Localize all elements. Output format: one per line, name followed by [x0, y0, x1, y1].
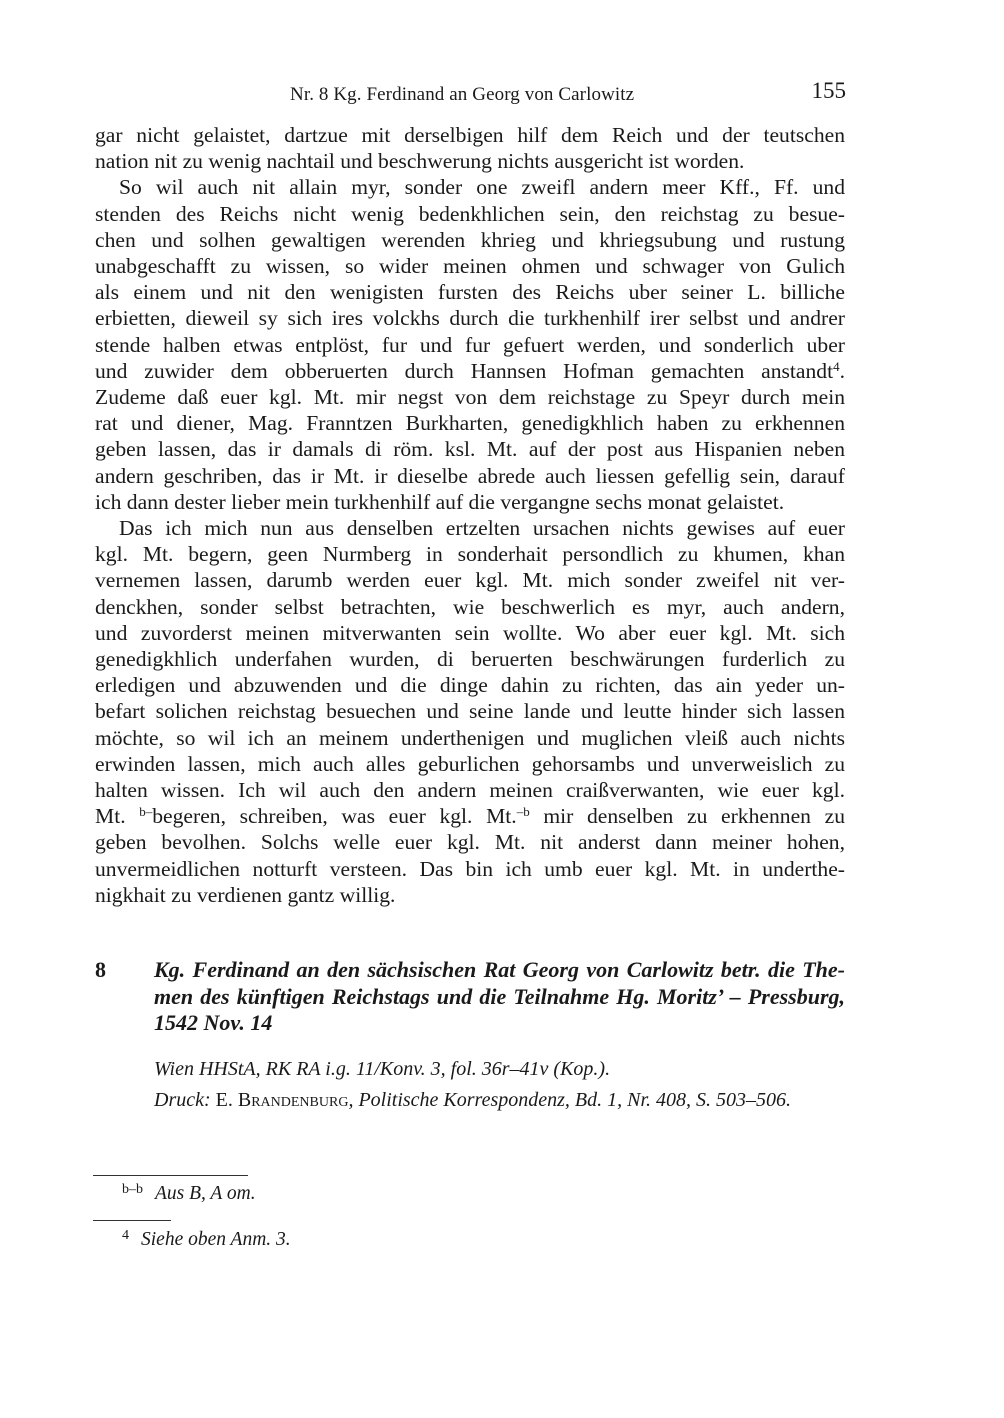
- text-line-content: und zuwider dem obberuerten durch Hannsen Hofman gemachten anstandt: [95, 358, 834, 383]
- text-line: denckhen, sonder selbst betrachten, wie beschwerlich es myr, auch andern,: [95, 594, 845, 619]
- footnote-note: [95, 1228, 291, 1251]
- entry-sources: [154, 1054, 845, 1116]
- entry-title-line: men des künftigen Reichstags und die Teilnahme Hg. Moritz’ – Pressburg,: [154, 983, 845, 1009]
- text-line: Zudeme daß euer kgl. Mt. mir negst von dem reichstage zu Speyr durch mein: [95, 385, 845, 410]
- entry-number: 8: [95, 957, 106, 982]
- print-author: Brandenburg: [237, 1089, 349, 1111]
- text-line: rat und diener, Mag. Franntzen Burkharten, genedigkhlich haben zu erkhennen: [95, 411, 845, 436]
- text-line: unabgeschafft zu wissen, so wider meinen ohmen und schwager von Gulich: [95, 254, 845, 279]
- footnote-text: Siehe oben Anm. 3.: [141, 1229, 291, 1250]
- text-line: stenden des Reichs nicht wenig bedenkhlichen sein, den reichstag zu besue-: [95, 201, 845, 226]
- text-line: andern geschriben, das ir Mt. ir dieselbe abrede auch liessen gefellig sein, darauf: [95, 463, 845, 488]
- text-line: halten wissen. Ich wil auch den andern meinen craißverwanten, wie euer kgl.: [95, 778, 845, 803]
- text-line: unvermeidlichen notturft versteen. Das bin ich umb euer kgl. Mt. in underthe-: [95, 856, 845, 881]
- text-line: [95, 803, 845, 829]
- text-line: geben bevolhen. Solchs welle euer kgl. Mt. nit anderst dann meiner hohen,: [95, 830, 845, 855]
- text-line: erbietten, dieweil sy sich ires volckhs durch die turkhenhilf irer selbst und andrer: [95, 306, 845, 331]
- text-line: [95, 358, 845, 384]
- text-line-content: begeren, schreiben, was euer kgl. Mt.: [152, 804, 517, 829]
- print-label: Druck:: [154, 1089, 211, 1111]
- page-number: 155: [811, 78, 846, 103]
- footnote-marker: b–b: [122, 1182, 143, 1197]
- footnote-rule: [93, 1175, 248, 1176]
- text-line: ich dann dester lieber mein turkhenhilf auf die vergangne sechs monat gelaistet.: [95, 489, 785, 514]
- text-line: erledigen und abzuwenden und die dinge dahin zu richten, das ain yeder un-: [95, 673, 845, 698]
- print-reference: , Politische Korrespondenz, Bd. 1, Nr. 408, S. 503–506.: [348, 1089, 792, 1111]
- text-line: kgl. Mt. begern, geen Nurmberg in sonderhait persondlich zu khumen, khan: [95, 542, 845, 567]
- text-line: stende halben etwas entplöst, fur und fur gefuert werden, und sonderlich uber: [95, 332, 845, 357]
- print-initial: E.: [215, 1089, 233, 1111]
- text-line-end: .: [839, 358, 845, 383]
- running-head: [0, 78, 1004, 108]
- text-line: und zuvorderst meinen mitverwanten sein wollte. Wo aber euer kgl. Mt. sich: [95, 620, 845, 645]
- text-line: nigkhait zu verdienen gantz willig.: [95, 882, 396, 907]
- footnote-variant: [95, 1182, 256, 1205]
- footnote-text: Aus B, A om.: [155, 1183, 256, 1204]
- text-line: So wil auch nit allain myr, sonder one zweifl andern meer Kff., Ff. und: [119, 175, 845, 200]
- text-line: befart solichen reichstag besuechen und seine lande und leutte hinder sich lassen: [95, 699, 845, 724]
- text-line: geben lassen, das ir damals di röm. ksl. Mt. auf der post aus Hispanien neben: [95, 437, 845, 462]
- text-line: möchte, so wil ich an meinem underthenigen und muglichen vleiß auch nichts: [95, 725, 845, 750]
- text-line-end: mir denselben zu erkhennen zu: [529, 804, 845, 829]
- text-line: vernemen lassen, darumb werden euer kgl. Mt. mich sonder zweifel nit ver-: [95, 568, 845, 593]
- body-text: [95, 122, 845, 908]
- footnote-marker: 4: [122, 1228, 129, 1243]
- text-line: als einem und nit den wenigisten fursten des Reichs uber seiner L. billiche: [95, 280, 845, 305]
- text-line: genedigkhlich underfahen wurden, di beruerten beschwärungen furderlich zu: [95, 647, 845, 672]
- entry-title: [154, 957, 845, 1037]
- entry-title-line: 1542 Nov. 14: [154, 1010, 273, 1035]
- text-line: chen und solhen gewaltigen werenden khrieg und khriegsubung und rustung: [95, 227, 845, 252]
- text-line: erwinden lassen, mich auch alles geburlichen gehorsambs und unverweislich zu: [95, 751, 845, 776]
- footnote-ref-4: 4: [833, 358, 840, 374]
- variant-marker-close: –b: [516, 804, 530, 820]
- text-line: nation nit zu wenig nachtail und beschwerung nichts ausgericht ist worden.: [95, 149, 745, 174]
- print-source: [154, 1085, 845, 1116]
- footnote-rule: [93, 1220, 171, 1221]
- variant-marker-open: b–: [139, 804, 153, 820]
- archive-source: Wien HHStA, RK RA i.g. 11/Konv. 3, fol. 36r–41v (Kop.).: [154, 1058, 611, 1080]
- entry-title-line: Kg. Ferdinand an den sächsischen Rat Georg von Carlowitz betr. die The-: [154, 957, 845, 982]
- text-line-content: Mt.: [95, 804, 140, 829]
- running-title: Nr. 8 Kg. Ferdinand an Georg von Carlowitz: [290, 84, 635, 105]
- text-line: Das ich mich nun aus denselben ertzelten ursachen nichts gewises auf euer: [119, 516, 845, 541]
- text-line: gar nicht gelaistet, dartzue mit derselbigen hilf dem Reich und der teutschen: [95, 123, 845, 147]
